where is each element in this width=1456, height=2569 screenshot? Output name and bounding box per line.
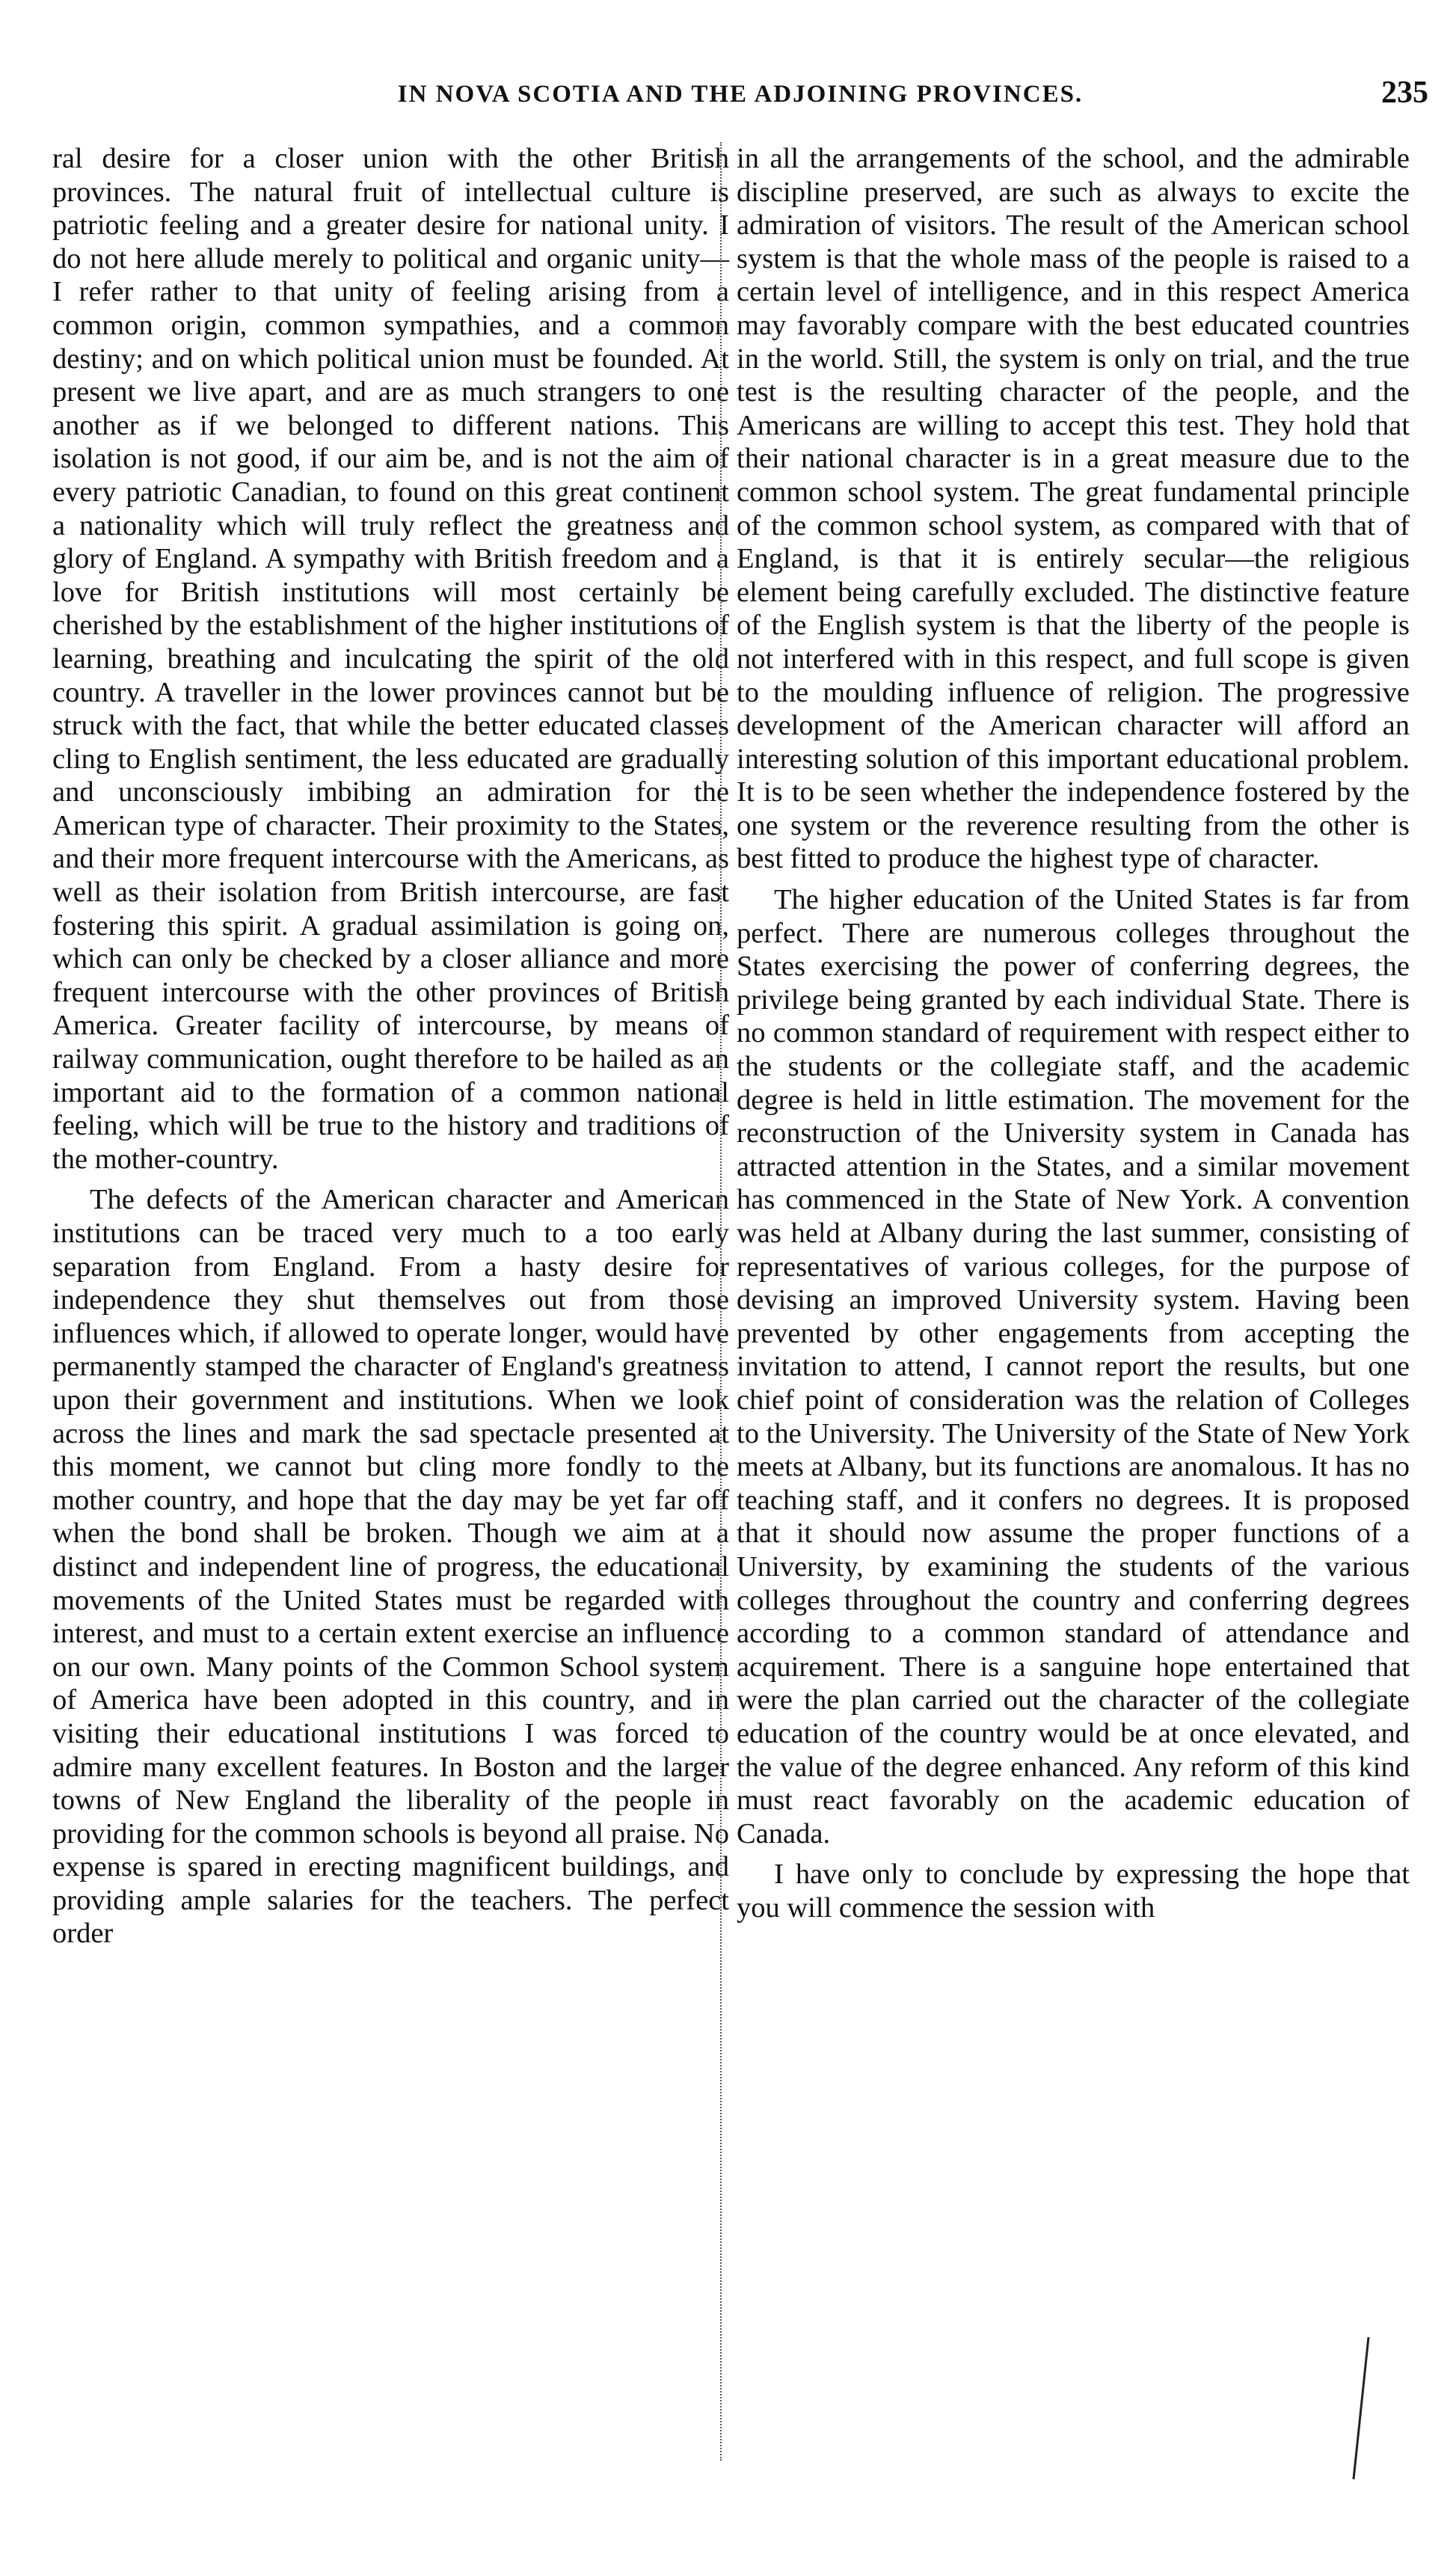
running-title: IN NOVA SCOTIA AND THE ADJOINING PROVINCES.	[397, 81, 1084, 108]
right-paragraph-1: in all the arrangements of the school, and the admirable discipline preserved, are such as always to excite the admiration of visitors. The result of the American school system is that the whole mass of the people is raised to a certain level of intelligence, and in this respect America may favorably compare with the best educated countries in the world. Still, the system is only on trial, and the true test is the resulting character of the people, and the Americans are willing to accept this test. They hold that their national character is in a great measure due to the common school system. The great fundamental principle of the common school system, as compared with that of England, is that it is entirely secular—the religious element being carefully excluded. The distinctive feature of the English system is that the liberty of the people is not interfered with in this respect, and full scope is given to the moulding influence of religion. The progressive development of the American character will afford an interesting solution of this important educational problem. It is to be seen whether the independence fostered by the one system or the reverence resulting from the other is best fitted to produce the highest type of character.	[737, 143, 1410, 875]
right-paragraph-3: I have only to conclude by expressing the hope that you will commence the session with	[737, 1859, 1410, 1924]
right-paragraph-2: The higher education of the United States is far from perfect. There are numerous colleges throughout the States exercising the power of conferring degrees, the privilege being granted by each individual State. There is no common standard of requirement with respect either to the students or the collegiate staff, and the academic degree is held in little estimation. The movement for the reconstruction of the University system in Canada has attracted attention in the States, and a similar movement has commenced in the State of New York. A convention was held at Albany during the last summer, consisting of representatives of various colleges, for the purpose of devising an improved University system. Having been prevented by other engagements from accepting the invitation to attend, I cannot report the results, but one chief point of consideration was the relation of Colleges to the University. The University of the State of New York meets at Albany, but its functions are anomalous. It has no teaching staff, and it confers no degrees. It is proposed that it should now assume the proper functions of a University, by examining the students of the various colleges throughout the country and conferring degrees according to a common standard of attendance and acquirement. There is a sanguine hope entertained that were the plan carried out the character of the collegiate education of the country would be at once elevated, and the value of the degree enhanced. Any reform of this kind must react favorably on the academic education of Canada.	[737, 884, 1410, 1850]
page-number: 235	[1381, 76, 1428, 110]
left-paragraph-1: ral desire for a closer union with the other British provinces. The natural fruit of intellectual culture is patriotic feeling and a greater desire for national unity. I do not here allude merely to political and organic unity— I refer rather to that unity of feeling arising from a common origin, common sympathies, and a common destiny; and on which political union must be founded. At present we live apart, and are as much strangers to one another as if we belonged to different nations. This isolation is not good, if our aim be, and is not the aim of every patriotic Canadian, to found on this great continent a nationality which will truly reflect the greatness and glory of England. A sympathy with British freedom and a love for British institutions will most certainly be cherished by the establishment of the higher institutions of learning, breathing and inculcating the spirit of the old country. A traveller in the lower provinces cannot but be struck with the fact, that while the better educated classes cling to English sentiment, the less educated are gradually and unconsciously imbibing an admiration for the American type of character. Their proximity to the States, and their more frequent intercourse with the Americans, as well as their isolation from British intercourse, are fast fostering this spirit. A gradual assimilation is going on, which can only be checked by a closer alliance and more frequent intercourse with the other provinces of British America. Greater facility of intercourse, by means of railway communication, ought therefore to be hailed as an important aid to the formation of a common national feeling, which will be true to the history and traditions of the mother-country.	[52, 143, 729, 1175]
pen-mark-icon	[1346, 2333, 1376, 2483]
left-paragraph-2: The defects of the American character and American institutions can be traced very much to a too early separation from England. From a hasty desire for independence they shut themselves out from those influences which, if allowed to operate longer, would have permanently stamped the character of England's greatness upon their government and institutions. When we look across the lines and mark the sad spectacle presented at this moment, we cannot but cling more fondly to the mother country, and hope that the day may be yet far off when the bond shall be broken. Though we aim at a distinct and independent line of progress, the educational movements of the United States must be regarded with interest, and must to a certain extent exercise an influence on our own. Many points of the Common School system of America have been adopted in this country, and in visiting their educational institutions I was forced to admire many excellent features. In Boston and the larger towns of New England the liberality of the people in providing for the common schools is beyond all praise. No expense is spared in erecting magnificent buildings, and providing ample salaries for the teachers. The perfect order	[52, 1184, 729, 1950]
left-column	[52, 142, 729, 1950]
running-head	[52, 75, 1428, 120]
right-column	[737, 142, 1410, 1924]
column-divider	[720, 142, 722, 2461]
